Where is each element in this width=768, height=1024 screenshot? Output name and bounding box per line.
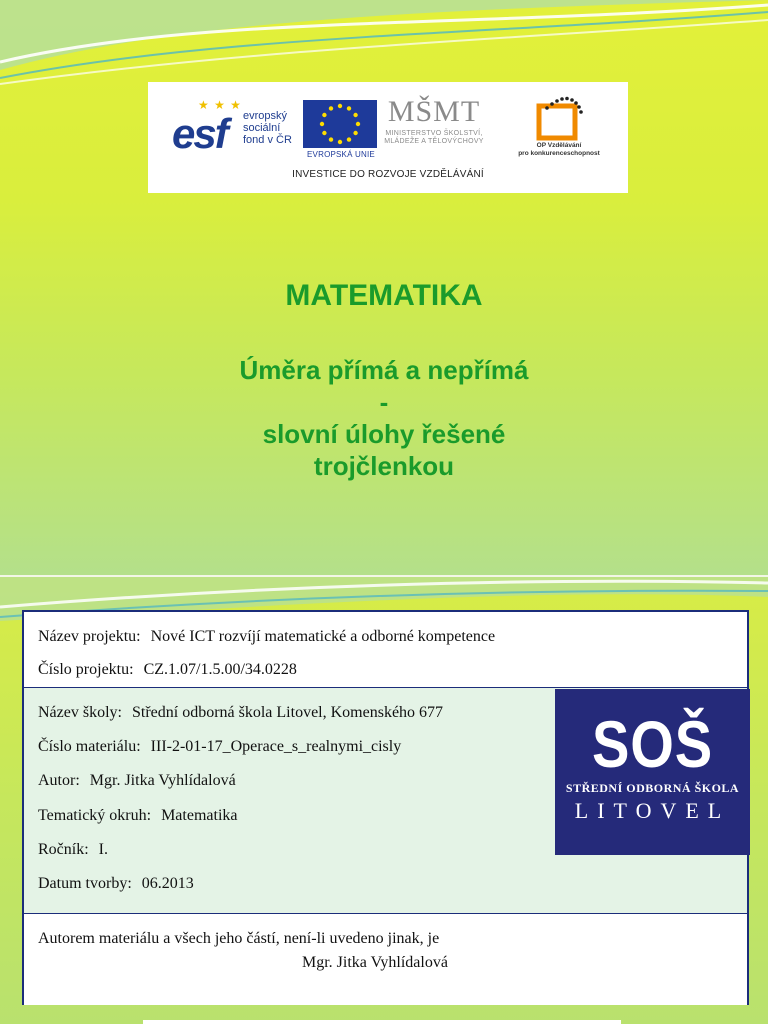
subtitle-line: slovní úlohy řešené [262, 419, 506, 449]
eu-logo [303, 100, 379, 162]
esf-text [243, 110, 292, 146]
slide-title: MATEMATIKA [285, 279, 483, 312]
detail-row [38, 704, 443, 722]
slide-subtitle [0, 354, 768, 482]
detail-label: Tematický okruh: [38, 807, 152, 824]
detail-label: Datum tvorby: [38, 875, 132, 892]
project-number-label: Číslo projektu: [38, 661, 134, 678]
detail-value: Střední odborná škola Litovel, Komenského 677 [131, 704, 444, 721]
op-logo [514, 96, 604, 168]
detail-value: 06.2013 [141, 875, 194, 892]
detail-row [38, 772, 236, 790]
detail-row [38, 807, 238, 825]
detail-label: Název školy: [38, 704, 122, 721]
project-name-row [38, 628, 495, 646]
decorative-swoosh [0, 0, 768, 90]
subtitle-line: trojčlenkou [313, 451, 455, 481]
detail-value: Mgr. Jitka Vyhlídalová [89, 772, 236, 789]
subtitle-line: Úměra přímá a nepřímá [239, 355, 529, 385]
detail-value: Matematika [161, 807, 238, 824]
project-name-label: Název projektu: [38, 628, 141, 645]
esf-text-line: sociální [243, 122, 281, 134]
msmt-mark: MŠMT [387, 95, 481, 128]
detail-row [38, 875, 194, 893]
op-emblem-icon [533, 96, 585, 142]
msmt-logo [384, 94, 484, 166]
detail-value: III-2-01-17_Operace_s_realnymi_cisly [150, 738, 402, 755]
esf-text-line: evropský [243, 110, 288, 122]
authorship-section [24, 914, 747, 1005]
school-logo [555, 689, 750, 855]
stars-icon: ★ ★ ★ [198, 98, 242, 112]
eu-label: EVROPSKÁ UNIE [307, 150, 375, 159]
project-number-value: CZ.1.07/1.5.00/34.0228 [143, 661, 297, 678]
detail-label: Číslo materiálu: [38, 738, 141, 755]
funding-logos-bar [148, 82, 628, 193]
next-slide-edge [143, 1020, 621, 1024]
eu-stars-icon [318, 102, 362, 146]
detail-label: Ročník: [38, 841, 89, 858]
school-logo-name: STŘEDNÍ ODBORNÁ ŠKOLA [565, 781, 740, 795]
authorship-author: Mgr. Jitka Vyhlídalová [302, 954, 448, 971]
authorship-line: Autorem materiálu a všech jeho částí, není-li uvedeno jinak, je [38, 930, 440, 947]
msmt-text-line: MLÁDEŽE A TĚLOVÝCHOVY [384, 138, 484, 145]
op-text-line: pro konkurenceschopnost [518, 150, 600, 157]
op-text-line: OP Vzdělávání [536, 142, 582, 149]
detail-value: I. [98, 841, 108, 858]
detail-row [38, 841, 108, 859]
investice-caption: INVESTICE DO ROZVOJE VZDĚLÁVÁNÍ [292, 169, 484, 180]
project-name-value: Nové ICT rozvíjí matematické a odborné kompetence [150, 628, 496, 645]
esf-mark: esf [172, 110, 227, 157]
school-logo-mark: SOŠ [591, 707, 714, 781]
subtitle-line: - [379, 387, 389, 417]
esf-text-line: fond v ČR [243, 134, 292, 146]
detail-label: Autor: [38, 772, 80, 789]
msmt-text-line: MINISTERSTVO ŠKOLSTVÍ, [385, 130, 483, 137]
eu-flag-icon [303, 100, 377, 148]
project-section [24, 612, 747, 688]
school-logo-town: LITOVEL [574, 798, 731, 823]
esf-logo [168, 96, 298, 166]
info-slide [0, 577, 768, 1024]
project-number-row [38, 661, 297, 679]
detail-row [38, 738, 401, 756]
project-info-table [22, 610, 749, 1005]
